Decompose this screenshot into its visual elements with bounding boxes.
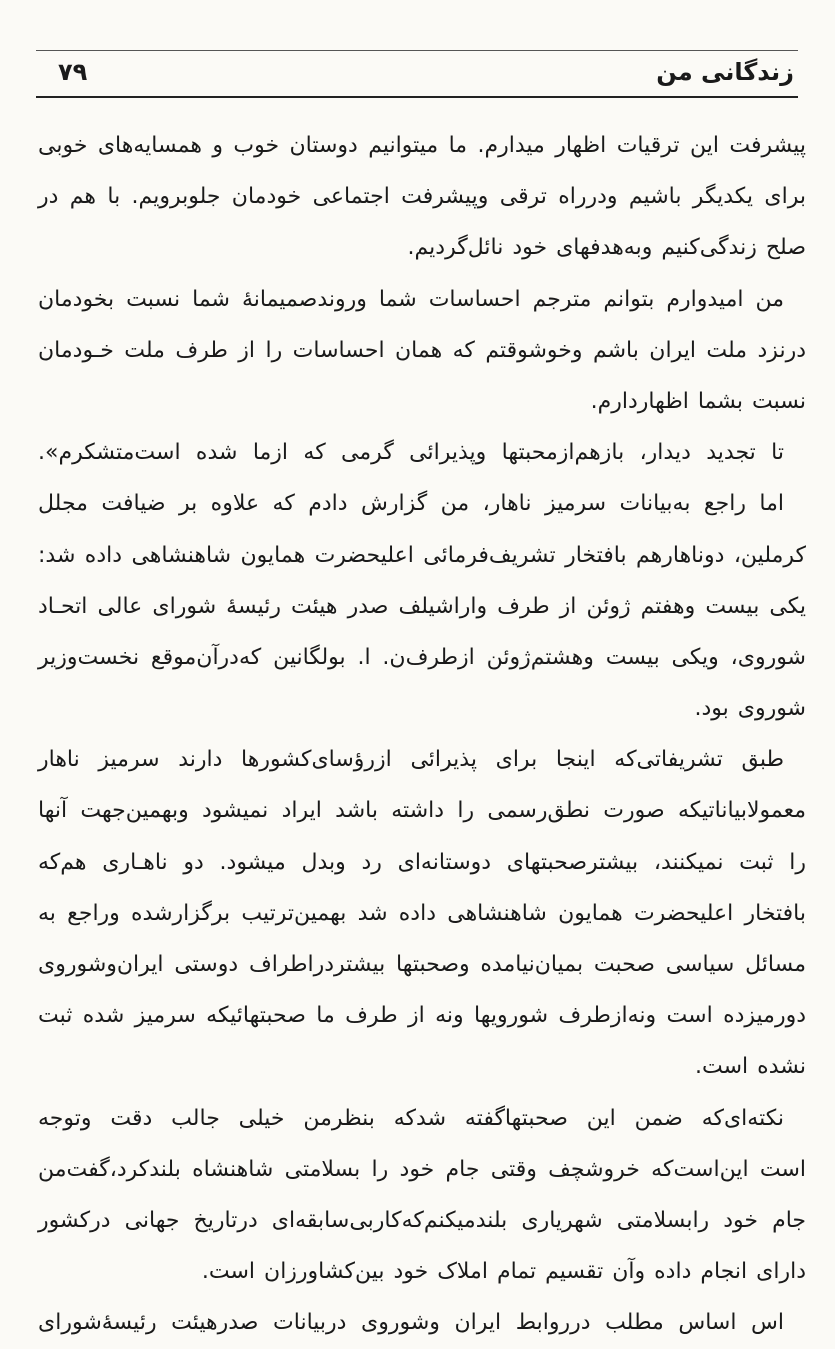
text-line: را ثبت نمیکنند، بیشترصحبتهای دوستانه‌ای رد وبدل میشود. دو ناهـاری هم‌که (38, 849, 806, 875)
text-line: دارای انجام داده وآن تقسیم تمام املاک خود بین‌کشاورزان است. (201, 1259, 806, 1285)
text-line: برای یکدیگر باشیم ودرراه ترقی وپیشرفت اجتماعی خودمان جلوبرویم. با هم در (38, 184, 806, 210)
paragraph-first-line: اما راجع به‌بیانات سرمیز ناهار، من گزارش دادم که علاوه بر ضیافت مجلل (38, 491, 784, 517)
page-header (36, 52, 798, 92)
text-line: یکی بیست وهفتم ژوئن از طرف واراشیلف صدر هیئت رئیسهٔ شورای عالی اتحـاد (38, 593, 806, 619)
paragraph-first-line: نکته‌ای‌که ضمن این صحبتهاگفته شدکه بنظرمن خیلی جالب دقت وتوجه (38, 1105, 784, 1131)
text-line: مسائل سیاسی صحبت بمیان‌نیامده وصحبتها بیشتردراطراف دوستی ایران‌وشوروی (38, 952, 806, 977)
text-line: صلح زندگی‌کنیم وبه‌هدفهای خود نائل‌گردیم. (407, 235, 806, 261)
header-top-rule (36, 50, 798, 51)
text-line: معمولا‌بیاناتیکه صورت نطق‌رسمی را داشته باشد ایراد نمیشود وبهمین‌جهت آنها (38, 798, 806, 824)
text-line: جام خود رابسلامتی شهریاری بلندمیکنم‌که‌کاربی‌سابقه‌ای درتاریخ جهانی درکشور (38, 1207, 806, 1233)
text-line: نشده است. (695, 1054, 806, 1080)
header-bottom-rule (36, 96, 798, 98)
text-line: بافتخار اعلیحضرت همایون شاهنشاهی داده شد بهمین‌ترتیب برگزارشده وراجع به (38, 900, 806, 926)
paragraph-first-line: اس اساس مطلب درروابط ایران وشوروی دربیانات صدرهیئت رئیسهٔ‌شورای (38, 1310, 784, 1336)
text-line: پیشرفت این ترقیات اظهار میدارم. ما میتوانیم دوستان خوب و همسایه‌های خوبی (38, 133, 806, 158)
running-title: زندگانی من (656, 58, 794, 86)
text-line: است این‌است‌که خروشچف وقتی جام خود را بسلامتی شاهنشاه بلندکرد،گفت‌من (38, 1156, 806, 1182)
text-line: شوروی بود. (694, 696, 806, 722)
text-line: دورمیزده است ونه‌ازطرف شورویها ونه از طرف ما صحبتهائیکه سرمیز شده ثبت (38, 1003, 806, 1029)
paragraph-first-line: طبق تشریفاتی‌که اینجا برای پذیرائی ازرؤسای‌کشورها دارند سرمیز ناهار (38, 747, 784, 773)
text-line: کرملین، دوناهارهم بافتخار تشریف‌فرمائی اعلیحضرت همایون شاهنشاهی داده شد: (38, 542, 806, 568)
body-text (38, 120, 806, 1336)
page-number: ۷۹ (58, 58, 88, 86)
text-line: شوروی، ویکی بیست وهشتم‌ژوئن ازطرف‌ن. ا. بولگانین که‌درآن‌موقع نخست‌وزیر (38, 644, 806, 670)
text-line: درنزد ملت ایران باشم وخوشوقتم که همان احساسات را از طرف ملت خـودمان (38, 337, 806, 363)
paragraph-first-line: من امیدوارم بتوانم مترجم احساسات شما وروندصمیمانهٔ شما نسبت بخودمان (38, 286, 784, 312)
text-line: نسبت بشما اظهاردارم. (590, 388, 806, 414)
paragraph-first-line: تا تجدید دیدار، بازهم‌ازمحبتها وپذیرائی گرمی که ازما شده است‌متشکرم». (38, 440, 784, 466)
